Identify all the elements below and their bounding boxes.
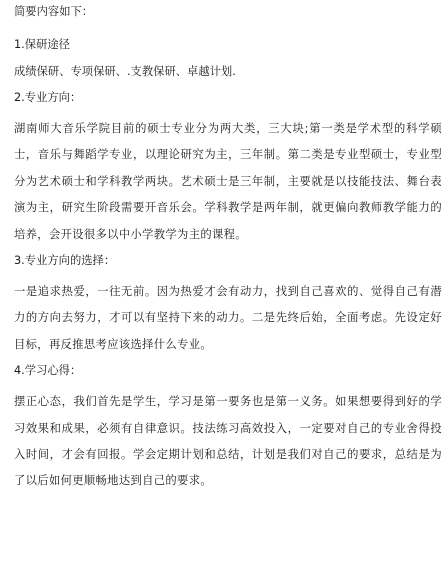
section-4-body: 摆正心态，我们首先是学生，学习是第一要务也是第一义务。如果想要得到好的学习效果和成果，必须有自律意识。技法练习高效投入，一定要对自己的专业舍得投入时间，才会有回报。学会定期计划和总结，计划是我们对自己的要求，总结是为了以后如何更顺畅地达到自己的要求。 — [14, 395, 442, 488]
section-3-heading: 3.专业方向的选择： — [14, 254, 116, 268]
section-4-heading: 4.学习心得： — [14, 364, 82, 378]
spacer — [14, 26, 440, 38]
section-2-heading: 2.专业方向： — [14, 91, 82, 104]
section-1-heading: 1.保研途径 — [14, 38, 70, 51]
section-3-body: 一是追求热爱，一往无前。因为热爱才会有动力，找到自己喜欢的、觉得自己有潜力的方向去努力，才可以有坚持下来的动力。二是先终后始，全面考虑。先设定好目标，再反推思考应该选择什么专业。 — [14, 285, 442, 351]
section-1-body: 成绩保研、专项保研、.支教保研、卓越计划. — [14, 65, 236, 78]
intro-text: 简要内容如下： — [14, 5, 94, 18]
section-2-body: 湖南师大音乐学院目前的硕士专业分为两大类，三大块;第一类是学术型的科学硕士，音乐与舞蹈学专业，以理论研究为主，三年制。第二类是专业型硕士，专业型分为艺术硕士和学科教学两块。艺术硕士是三年制，主要就是以技能技法、舞台表演为主，研究生阶段需要开音乐会。学科教学是两年制，就更偏向教师教学能力的培养，会开设很多以中小学教学为主的课程。 — [14, 122, 442, 241]
